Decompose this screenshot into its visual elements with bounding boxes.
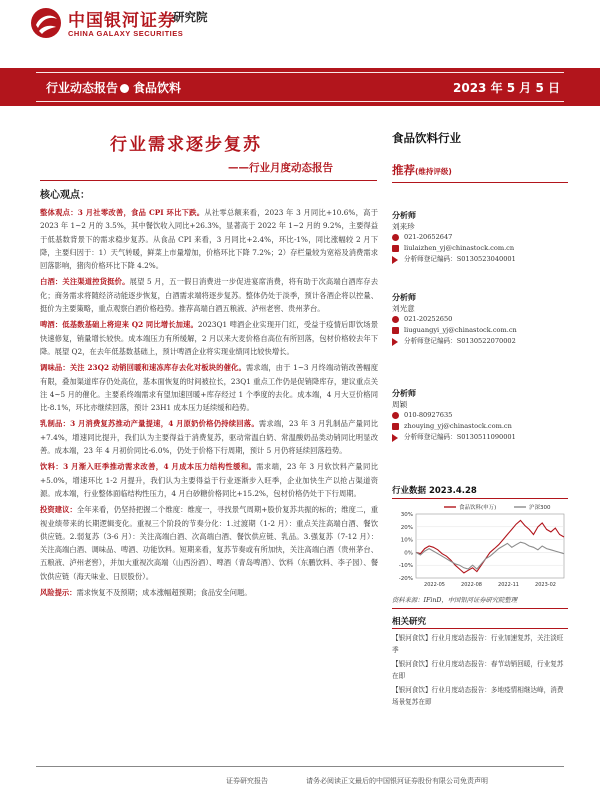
chart-source: 资料来源：IFinD，中国银河证券研究院整理	[392, 597, 518, 604]
phone-icon	[392, 316, 399, 323]
main-body	[40, 206, 378, 602]
phone-icon	[392, 234, 399, 241]
x-tick-label: 2022-05	[424, 582, 445, 588]
title-rule	[40, 180, 377, 181]
email-icon	[392, 327, 399, 334]
analyst-cert: 分析师登记编码：S0130522070002	[404, 337, 516, 345]
analyst-card	[392, 388, 568, 443]
paragraph-lead: 风险提示：	[40, 588, 77, 598]
analyst-phone: 021-20252650	[404, 315, 453, 323]
paragraph-body: 从社零总额来看，2023 年 3 月同比+10.6%，高于 2023 年 1~2 月的 3.5%，其中餐饮收入同比+26.3%，显著高于 2022 年 1~2 月的 9.2%，主要得益于低基数背景下的需求稳步复苏。从食品 CPI 来看，3 月同比+2.4%，环比-1%，同比涨幅较 2 月下降，主要归因于：1）天气转暖，鲜菜上市量增加，价格环比下降 7.2%；2）存栏量较为宽裕及消费需求回落影响，猪肉价格环比下降 4.2%。	[40, 208, 378, 271]
paragraph	[40, 275, 378, 315]
paragraph-body: 全年来看，仍坚持把握二个维度：维度一，寻找景气周期+股价复苏共振的标的；维度二，重视业绩带来的长期逻辑变化。重视三个阶段的节奏分化：1.过渡期（1-2 月）：重点关注高端白酒、餐饮供应链。2.弱复苏（3-6 月）：关注高端白酒、次高端白酒、餐饮供应链、乳品。3.强复苏（7-12 月）：关注高端白酒、调味品、啤酒、功能饮料。短期来看，复苏节奏或有所加快，关注高端白酒（贵州茅台、五粮液、泸州老窖），并加大重视次高端（山西汾酒）、啤酒（青岛啤酒）、饮料（东鹏饮料、李子园）、餐饮供应链（海天味业、日辰股份）。	[40, 505, 378, 581]
analyst-phone-row	[392, 410, 568, 421]
x-tick-label: 2023-02	[535, 582, 556, 588]
arrow-icon	[392, 256, 398, 264]
analyst-email[interactable]: liuguangyi_yj@chinastock.com.cn	[404, 326, 517, 334]
analyst-name: 刘光意	[392, 304, 415, 313]
analyst-cert: 分析师登记编码：S0130523040001	[404, 255, 516, 263]
source-rule	[392, 608, 568, 609]
y-tick-label: 20%	[400, 524, 413, 531]
analyst-role: 分析师	[392, 293, 416, 302]
rating-value: 推荐	[392, 163, 415, 177]
analyst-role: 分析师	[392, 211, 416, 220]
analyst-cert-row	[392, 254, 568, 265]
rating	[392, 162, 452, 178]
data-title: 行业数据 2023.4.28	[392, 486, 477, 496]
arrow-icon	[392, 434, 398, 442]
y-tick-label: -10%	[398, 563, 413, 570]
email-icon	[392, 245, 399, 252]
paragraph-lead: 投资建议：	[40, 505, 77, 515]
y-tick-label: 10%	[400, 537, 413, 544]
side-rule	[392, 182, 568, 183]
analyst-email-row	[392, 421, 568, 432]
paragraph-body: 需求恢复不及预期；成本涨幅超预期；食品安全问题。	[76, 588, 252, 598]
footer-left: 证券研究报告	[226, 777, 268, 785]
phone-icon	[392, 412, 399, 419]
report-date: 2023 年 5 月 5 日	[453, 81, 560, 95]
banner-bottom-rule	[36, 101, 564, 102]
analyst-phone-row	[392, 314, 568, 325]
banner-report-type	[46, 79, 181, 96]
analyst-email-row	[392, 243, 568, 254]
paragraph-body: 需求端，23 年 3 月乳制品产量同比+7.4%，增速同比提升，我们认为主要得益于消费复苏，驱动常温白奶、常温酸奶品类动销同比明显改善。成本端，23 年 4 月初价同比-6.0%，仍处于价格下行周期，预计 5 月仍将延续回落趋势。	[40, 419, 378, 456]
y-tick-label: 0%	[404, 550, 413, 557]
logo-en-text: CHINA GALAXY SECURITIES	[68, 29, 184, 38]
related-rule	[392, 628, 568, 629]
logo-cn-text: 中国银河证券	[68, 11, 176, 31]
analyst-email-row	[392, 325, 568, 336]
sector-label: 食品饮料	[133, 81, 182, 95]
analyst-email[interactable]: liulaizhen_yj@chinastock.com.cn	[404, 244, 515, 252]
core-heading: 核心观点：	[40, 190, 90, 201]
paragraph-lead: 调味品：关注 23Q2 动销回暖和速冻库存去化对板块的催化。	[40, 363, 246, 373]
analyst-cert-row	[392, 336, 568, 347]
paragraph	[40, 206, 378, 272]
analyst-name: 周颖	[392, 400, 408, 409]
legend-label: 食品饮料(申万)	[459, 505, 497, 511]
analyst-cert: 分析师登记编码：S0130511090001	[404, 433, 516, 441]
industry-chart	[392, 500, 570, 592]
report-subtitle: ——行业月度动态报告	[228, 162, 333, 174]
y-tick-label: -20%	[398, 576, 413, 582]
analyst-card	[392, 292, 568, 347]
report-banner	[0, 68, 600, 106]
analyst-phone: 021-20652647	[404, 233, 453, 241]
footer-rule	[36, 766, 564, 767]
paragraph-body: 需求端，由于 1~3 月终端动销改善幅度有限，叠加渠道库存仍处高位，基本面恢复的时间被拉长，23Q1 重点工作仍是促销降库存，建议重点关注 4~5 月的催化。主要系终端需求有望加速回暖+库存经过 1 个季度的去化。成本端，4 月大豆价格同比-8.1%，环比亦继续回落，预计 23H1 成本压力延续缓和趋势。	[40, 363, 378, 413]
galaxy-logo-icon	[30, 7, 62, 39]
paragraph	[40, 586, 378, 599]
paragraph-body: 需求端，23 年 3 月软饮料产量同比+5.0%，增速环比 1-2 月提升，我们认为主要得益于行业逐渐步入旺季，企业加快生产以抢占渠道资源。成本端，行业整体面临结构性压力，4 月白砂糖价格同比+15.2%，包材价格仍处于下行周期。	[40, 462, 378, 498]
paragraph	[40, 361, 378, 414]
related-title: 相关研究	[392, 617, 427, 627]
report-type-label: 行业动态报告	[46, 81, 119, 95]
y-tick-label: 30%	[400, 512, 413, 518]
paragraph	[40, 318, 378, 358]
side-column	[392, 130, 570, 441]
legend-label: 沪深300	[529, 505, 551, 511]
analyst-cert-row	[392, 432, 568, 443]
related-item[interactable]: 【银河食饮】行业月度动态报告：行业加速复苏，关注淡旺季	[392, 634, 564, 654]
page-header	[0, 0, 600, 60]
analyst-name: 刘来珍	[392, 222, 415, 231]
paragraph	[40, 460, 378, 500]
analyst-phone: 010-80927635	[404, 411, 453, 419]
analyst-card	[392, 210, 568, 265]
related-item[interactable]: 【银河食饮】行业月度动态报告：春节动销回暖，行业复苏在即	[392, 660, 564, 680]
related-list	[392, 632, 570, 710]
banner-top-rule	[36, 72, 564, 73]
report-title: 行业需求逐步复苏	[110, 135, 262, 155]
footer-disclaimer: 请务必阅读正文最后的中国银河证券股份有限公司免责声明	[306, 777, 488, 785]
paragraph-lead: 乳制品：3 月消费复苏推动产量提速，4 月原奶价格仍持续回落。	[40, 419, 259, 429]
data-rule	[392, 498, 568, 499]
paragraph	[40, 503, 378, 583]
analyst-role: 分析师	[392, 389, 416, 398]
related-item[interactable]: 【银河食饮】行业月度动态报告：多地疫情相继达峰，消费场景复苏在即	[392, 686, 564, 706]
rating-note: (维持评级)	[415, 167, 452, 176]
paragraph	[40, 417, 378, 457]
paragraph-lead: 整体观点：3 月社零改善，食品 CPI 环比下跌。	[40, 208, 205, 217]
x-tick-label: 2022-08	[461, 582, 482, 588]
paragraph-lead: 饮料：3 月渐入旺季推动需求改善，4 月成本压力结构性缓和。	[40, 462, 257, 472]
institute-label: 研究院	[173, 10, 208, 24]
arrow-icon	[392, 338, 398, 346]
analyst-phone-row	[392, 232, 568, 243]
paragraph-lead: 啤酒：低基数基础上将迎来 Q2 同比增长加速。	[40, 320, 198, 330]
bullet-dot-icon	[120, 84, 129, 93]
paragraph-body: 2023Q1 啤酒企业实现开门红，受益于疫情后即饮场景快速修复，销量增长较快。成本端压力有所缓解，2 月以来大麦价格自高位有所回落，包材价格较去年下降。展望 Q2，在去年低基数基础上，预计啤酒企业将实现业绩同比较快增长。	[40, 320, 379, 356]
sector-heading: 食品饮料行业	[392, 131, 461, 145]
paragraph-lead: 白酒：关注渠道控货挺价。	[40, 277, 130, 287]
paragraph-body: 展望 5 月，五一假日消费进一步促进宴席消费，将有助于次高端白酒库存去化；商务需求将随经济动能逐步恢复，白酒需求端将逐步复苏。整体仍处于淡季，预计各酒企将以控量、挺价为主要策略，重点观察白酒价格趋势。推荐高端白酒五粮液、泸州老窖、贵州茅台。	[40, 277, 379, 314]
x-tick-label: 2022-11	[498, 582, 519, 588]
analyst-email[interactable]: zhouying_yj@chinastock.com.cn	[404, 422, 512, 430]
email-icon	[392, 423, 399, 430]
